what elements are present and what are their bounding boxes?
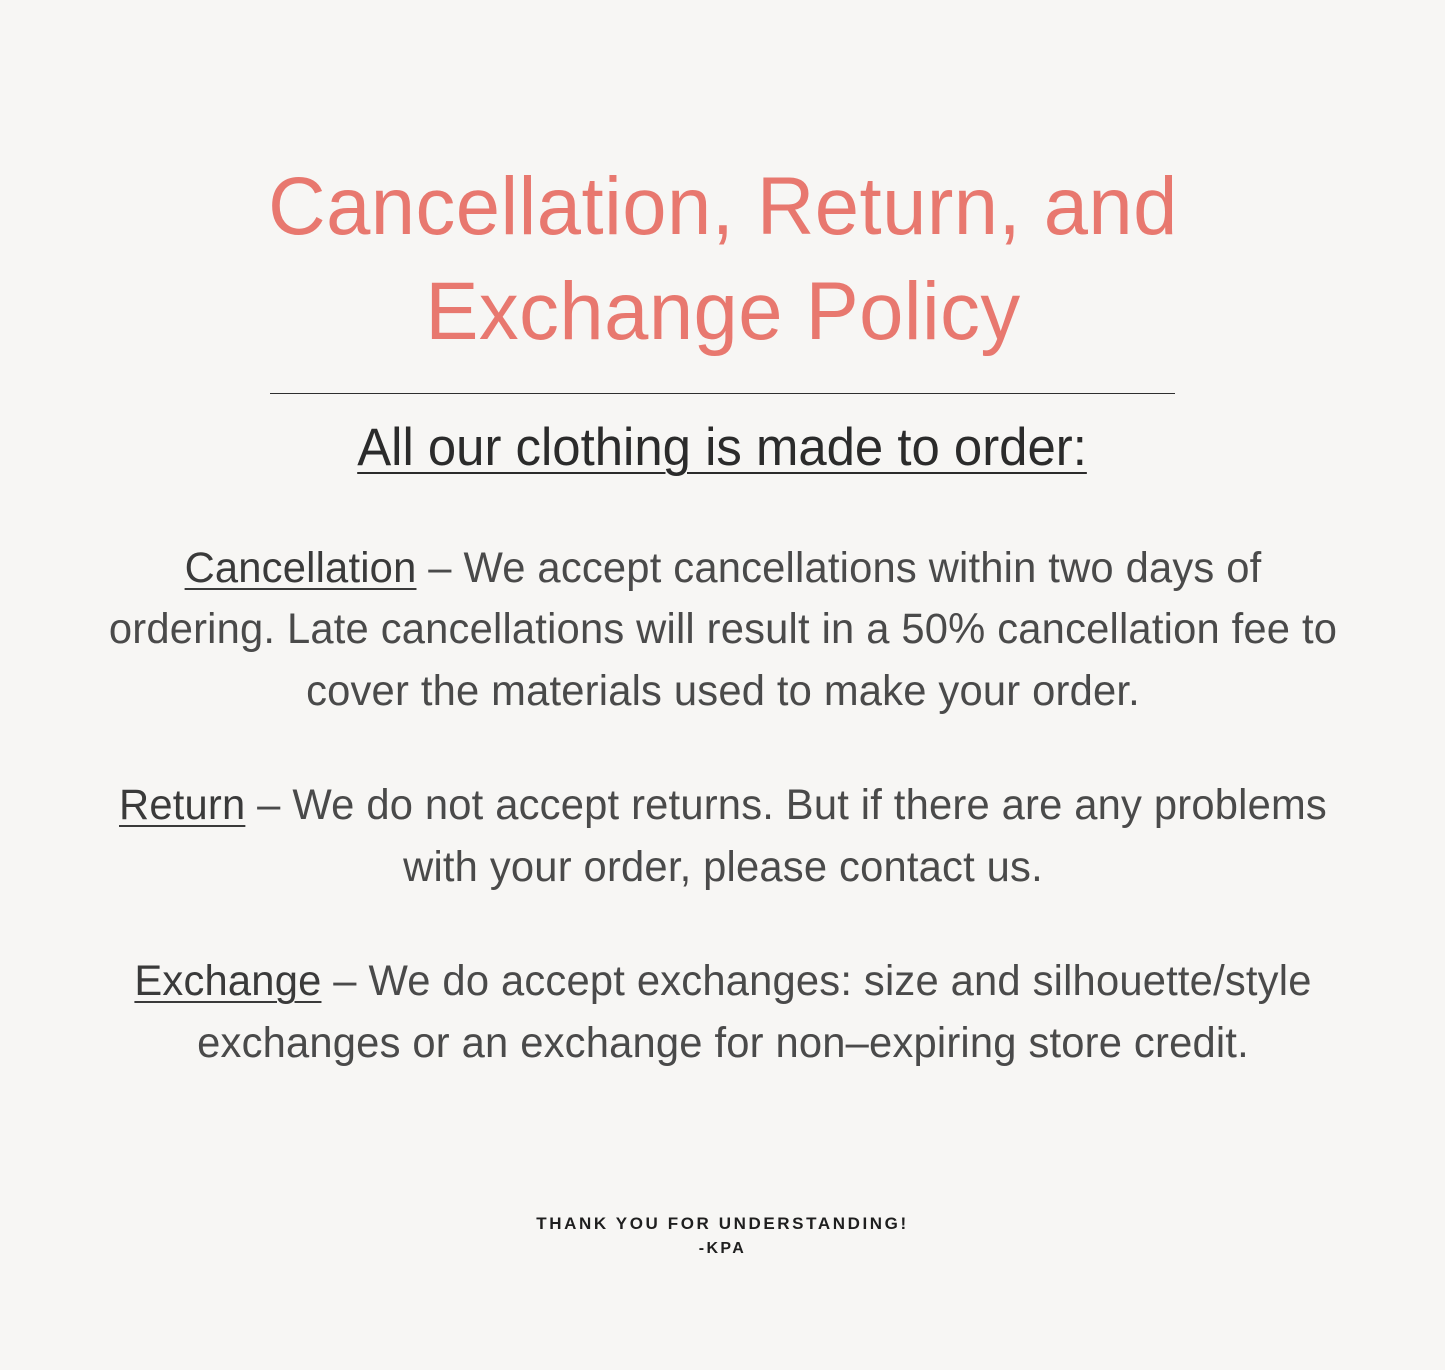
page-title: Cancellation, Return, and Exchange Policy [267,161,1178,357]
footer [0,1214,1445,1258]
section-exchange-dash: – [320,957,368,1006]
section-return [97,775,1348,899]
section-cancellation [97,538,1348,724]
section-cancellation-text: We accept cancellations within two days of ordering. Late cancellations will result in a 50% cancellation fee to cover the materials used to make your order. [108,543,1337,716]
section-exchange-text: We do accept exchanges: size and silhouette/style exchanges or an exchange for non–expiring store credit. [196,957,1312,1067]
section-cancellation-dash: – [415,543,463,592]
footer-signature: -KPA [698,1240,747,1257]
footer-thank-you: THANK YOU FOR UNDERSTANDING! [536,1214,909,1233]
section-return-dash: – [244,781,292,830]
section-return-lead: Return [118,781,245,830]
section-exchange-lead: Exchange [133,957,321,1006]
subtitle: All our clothing is made to order: [357,417,1088,477]
section-exchange [97,951,1348,1075]
section-return-text: We do not accept returns. But if there are any problems with your order, please contact us. [291,781,1327,892]
section-cancellation-lead: Cancellation [184,543,416,592]
title-divider [270,393,1175,394]
policy-sections [73,538,1373,1075]
